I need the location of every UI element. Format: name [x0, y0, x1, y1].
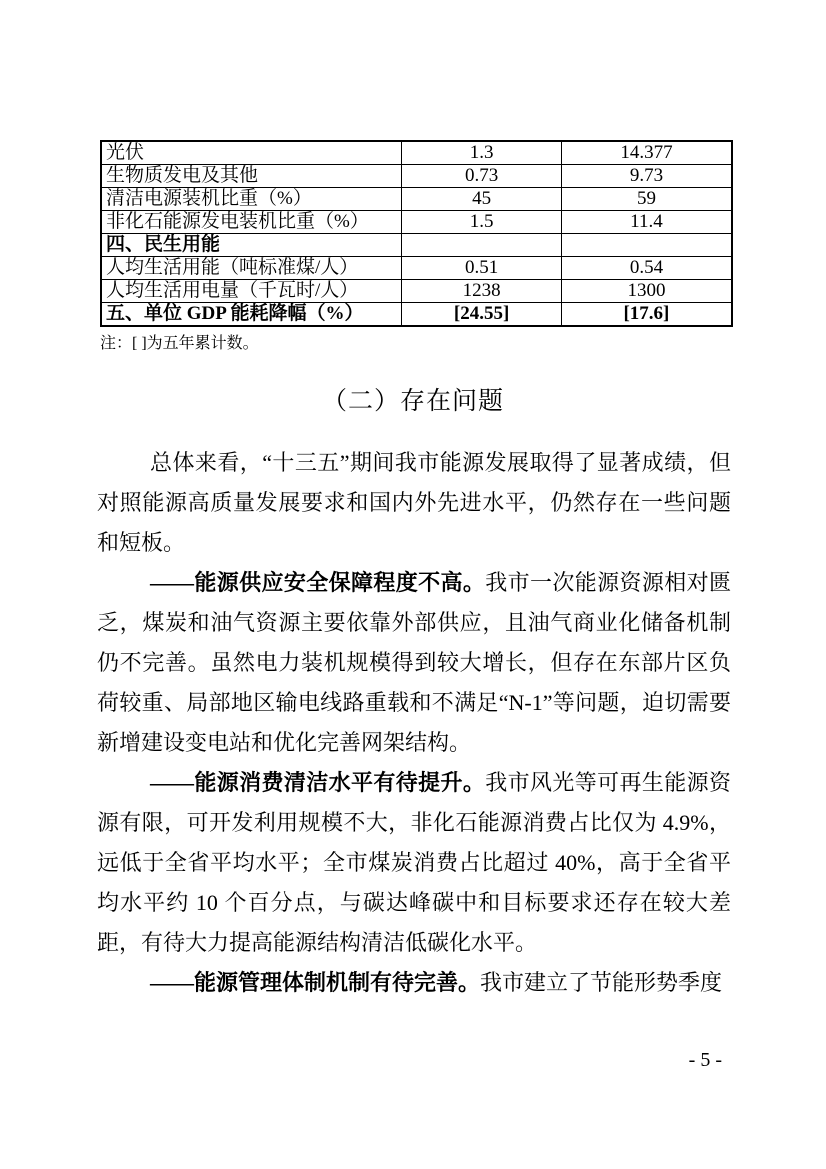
row-value-1: 0.73	[402, 165, 562, 188]
paragraph-text: 我市建立了节能形势季度	[480, 970, 723, 995]
row-value-2: 0.54	[561, 257, 732, 280]
row-value-2	[561, 234, 732, 257]
row-value-1: 1.5	[402, 211, 562, 234]
table-row	[101, 211, 732, 234]
paragraph-text: 我市一次能源资源相对匮乏，煤炭和油气资源主要依靠外部供应，且油气商业化储备机制仍不完善。虽然电力装机规模得到较大增长，但存在东部片区负荷较重、局部地区输电线路重载和不满足“N-1”等问题，迫切需要新增建设变电站和优化完善网架结构。	[97, 570, 731, 755]
paragraph-lead: ——能源消费清洁水平有待提升。	[150, 770, 486, 795]
row-value-2: 1300	[561, 280, 732, 303]
paragraph	[97, 443, 731, 563]
table-row	[101, 165, 732, 188]
row-value-2: 9.73	[561, 165, 732, 188]
row-label: 人均生活用电量（千瓦时/人）	[101, 280, 402, 303]
paragraph-lead: ——能源供应安全保障程度不高。	[150, 570, 486, 595]
table-row	[101, 257, 732, 280]
table-section-row	[101, 234, 732, 257]
row-label: 人均生活用能（吨标准煤/人）	[101, 257, 402, 280]
row-value-1: 0.51	[402, 257, 562, 280]
row-value-2: [17.6]	[561, 303, 732, 327]
row-value-2: 14.377	[561, 141, 732, 165]
page-number: - 5 -	[688, 1049, 722, 1071]
paragraph-text: 我市风光等可再生能源资源有限，可开发利用规模不大，非化石能源消费占比仅为 4.9%，远低于全省平均水平；全市煤炭消费占比超过 40%，高于全省平均水平约 10 个百分点，与碳达峰碳中和目标要求还存在较大差距，有待大力提高能源结构清洁低碳化水平。	[97, 770, 732, 955]
section-heading: （二）存在问题	[321, 388, 504, 415]
row-label: 生物质发电及其他	[101, 165, 402, 188]
row-value-2: 11.4	[561, 211, 732, 234]
body-text	[97, 443, 731, 1003]
row-label: 非化石能源发电装机比重（%）	[101, 211, 402, 234]
row-value-2: 59	[561, 188, 732, 211]
paragraph	[97, 963, 731, 1003]
row-value-1: 1238	[402, 280, 562, 303]
row-label: 光伏	[101, 141, 402, 165]
row-label: 五、单位 GDP 能耗降幅（%）	[101, 303, 402, 327]
row-value-1	[402, 234, 562, 257]
energy-indicator-table	[100, 140, 733, 327]
row-label: 四、民生用能	[101, 234, 402, 257]
paragraph-text: 总体来看，“十三五”期间我市能源发展取得了显著成绩，但对照能源高质量发展要求和国内外先进水平，仍然存在一些问题和短板。	[97, 450, 731, 555]
paragraph	[97, 763, 731, 963]
paragraph	[97, 563, 731, 763]
row-value-1: 45	[402, 188, 562, 211]
paragraph-lead: ——能源管理体制机制有待完善。	[150, 970, 481, 995]
row-label: 清洁电源装机比重（%）	[101, 188, 402, 211]
table-row	[101, 188, 732, 211]
row-value-1: [24.55]	[402, 303, 562, 327]
table-row	[101, 280, 732, 303]
table-section-row	[101, 303, 732, 327]
table-note: 注：[ ]为五年累计数。	[100, 335, 259, 352]
table-row	[101, 141, 732, 165]
row-value-1: 1.3	[402, 141, 562, 165]
